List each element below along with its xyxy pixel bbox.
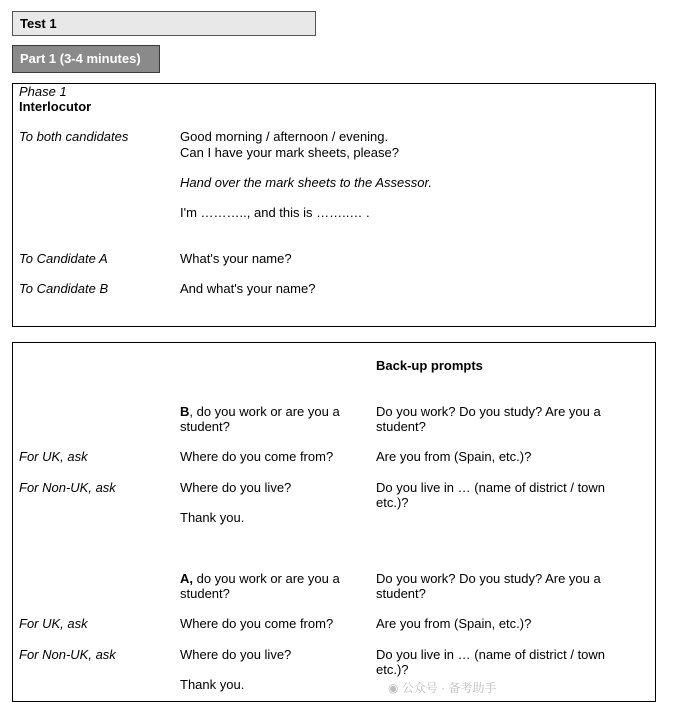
- backup-live-b: Do you live in … (name of district / town etc.)?: [376, 480, 606, 510]
- backup-work-study-b: Do you work? Do you study? Are you a student?: [376, 404, 601, 434]
- candidate-letter: B: [180, 404, 190, 419]
- question-live-a: Where do you live?: [180, 647, 292, 662]
- question-text: , do you work or are you a student?: [180, 404, 340, 434]
- questions-box: [12, 342, 656, 702]
- backup-live-a: Do you live in … (name of district / town etc.)?: [376, 647, 606, 677]
- cue-both-candidates: To both candidates: [19, 129, 129, 144]
- cue-uk-b: For UK, ask: [19, 449, 88, 464]
- backup-from-a: Are you from (Spain, etc.)?: [376, 616, 532, 631]
- assessor-instruction: Hand over the mark sheets to the Assessor.: [180, 175, 432, 190]
- cue-nonuk-a: For Non-UK, ask: [19, 647, 116, 662]
- question-come-from-b: Where do you come from?: [180, 449, 334, 464]
- part-title: Part 1 (3-4 minutes): [12, 45, 160, 73]
- backup-from-b: Are you from (Spain, etc.)?: [376, 449, 532, 464]
- question-text: do you work or are you a student?: [180, 571, 340, 601]
- thank-you-a: Thank you.: [180, 677, 245, 692]
- cue-uk-a: For UK, ask: [19, 616, 88, 631]
- thank-you-b: Thank you.: [180, 510, 245, 525]
- backup-work-study-a: Do you work? Do you study? Are you a student?: [376, 571, 601, 601]
- introduction-line: I'm ……….., and this is ……..… .: [180, 205, 370, 220]
- greeting-line: Good morning / afternoon / evening.: [180, 129, 389, 144]
- question-work-study-b: [180, 404, 350, 434]
- mark-sheets-request: Can I have your mark sheets, please?: [180, 145, 399, 160]
- role-label: Interlocutor: [19, 99, 92, 114]
- question-work-study-a: [180, 571, 350, 601]
- cue-candidate-b: To Candidate B: [19, 281, 109, 296]
- phase-label: Phase 1: [19, 84, 67, 99]
- question-live-b: Where do you live?: [180, 480, 292, 495]
- question-name-a: What's your name?: [180, 251, 292, 266]
- cue-nonuk-b: For Non-UK, ask: [19, 480, 116, 495]
- phase1-box: [12, 83, 656, 327]
- cue-candidate-a: To Candidate A: [19, 251, 108, 266]
- candidate-letter: A,: [180, 571, 193, 586]
- question-come-from-a: Where do you come from?: [180, 616, 334, 631]
- question-name-b: And what's your name?: [180, 281, 316, 296]
- test-title: Test 1: [12, 11, 316, 36]
- backup-prompts-header: Back-up prompts: [376, 358, 483, 373]
- watermark: ◉ 公众号 · 备考助手: [388, 681, 497, 695]
